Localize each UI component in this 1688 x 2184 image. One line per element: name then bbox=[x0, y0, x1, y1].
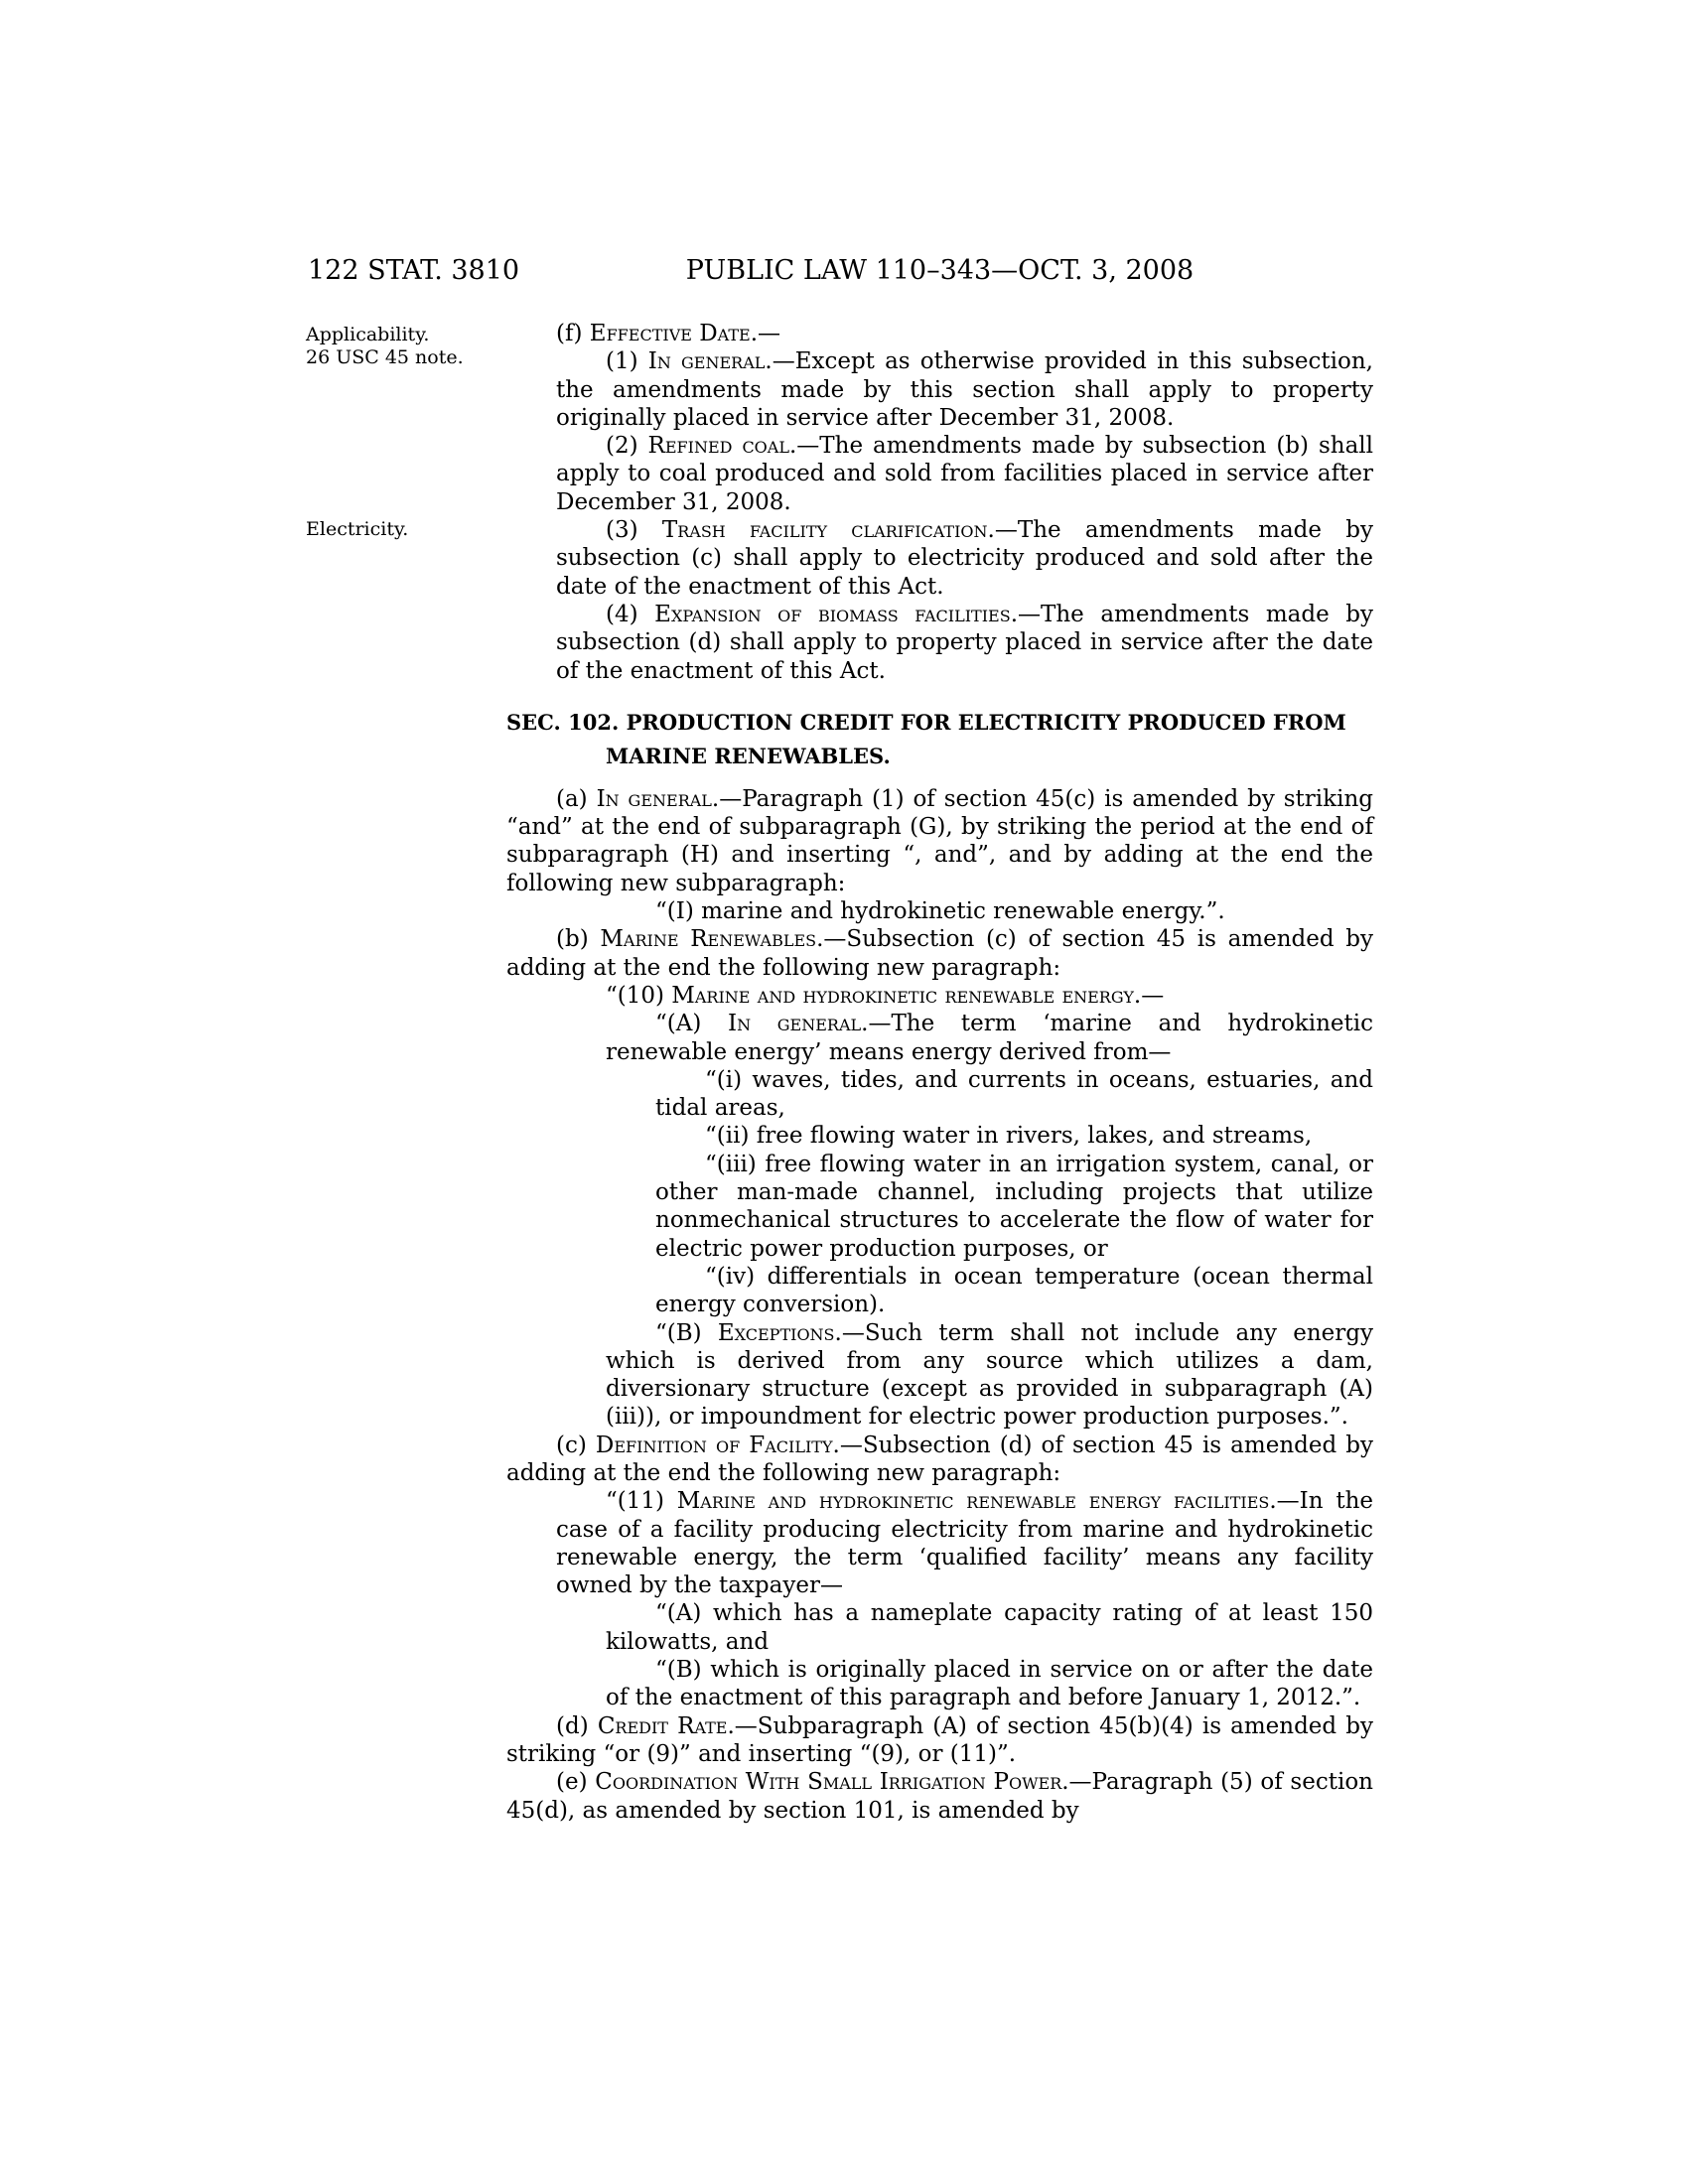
text-run: (f) bbox=[556, 321, 590, 346]
small-caps-term: Trash facility clarification bbox=[661, 517, 988, 544]
statute-paragraph bbox=[506, 897, 1373, 925]
section-heading bbox=[506, 706, 1373, 773]
text-run: (2) bbox=[606, 433, 648, 460]
small-caps-term: Refined coal bbox=[647, 433, 789, 460]
margin-note bbox=[306, 518, 485, 541]
small-caps-term: Coordination With Small Irrigation Power bbox=[595, 1769, 1062, 1796]
text-run: (4) bbox=[606, 601, 655, 627]
statute-paragraph bbox=[506, 516, 1373, 601]
text-run: (e) bbox=[556, 1769, 596, 1796]
law-title: PUBLIC LAW 110–343—OCT. 3, 2008 bbox=[685, 255, 1195, 286]
statute-paragraph bbox=[506, 1151, 1373, 1263]
text-run: (c) bbox=[556, 1432, 596, 1458]
statute-paragraph bbox=[506, 1768, 1373, 1825]
small-caps-term: In general bbox=[728, 1011, 862, 1037]
text-run: .— bbox=[1133, 982, 1165, 1009]
statute-paragraph bbox=[506, 1122, 1373, 1150]
text-run: .—Paragraph (1) of section 45(c) is amended by striking “and” at the end of subparagraph (G), by striking the period at the end of subparagraph (H) and inserting “, and”, and by adding at the end the following new subparagraph: bbox=[506, 785, 1373, 896]
text-run: .—The term ‘marine and hydrokinetic renewable energy’ means energy derived from— bbox=[606, 1011, 1374, 1065]
statute-paragraph bbox=[506, 1712, 1373, 1769]
text-run: .—Subsection (c) of section 45 is amended by adding at the end the following new paragraph: bbox=[506, 926, 1373, 981]
text-run: .—The amendments made by subsection (d) shall apply to property placed in service after the date of the enactment of this Act. bbox=[556, 601, 1374, 684]
statute-paragraph bbox=[506, 1010, 1373, 1066]
statute-paragraph bbox=[506, 1487, 1373, 1599]
text-run: .—The amendments made by subsection (c) shall apply to electricity produced and sold after the date of the enactment of this Act. bbox=[556, 517, 1373, 600]
small-caps-term: Definition of Facility bbox=[595, 1432, 833, 1458]
margin-note-line: 26 USC 45 note. bbox=[306, 346, 464, 368]
text-run: .— bbox=[750, 321, 781, 346]
stat-page-number: 122 STAT. 3810 bbox=[308, 255, 520, 286]
text-run: “(B) bbox=[655, 1319, 718, 1346]
statute-paragraph bbox=[506, 1066, 1373, 1123]
small-caps-term: In general bbox=[596, 785, 712, 812]
text-run: (d) bbox=[556, 1712, 598, 1739]
text-run: “(11) bbox=[606, 1488, 677, 1515]
statute-paragraph bbox=[506, 601, 1373, 685]
text-run: “(A) which has a nameplate capacity rating of at least 150 kilowatts, and bbox=[606, 1600, 1373, 1655]
small-caps-term: Exceptions bbox=[717, 1319, 835, 1346]
statute-paragraph bbox=[506, 1656, 1373, 1712]
text-run: “(iii) free flowing water in an irrigation system, canal, or other man-made channel, including projects that utilize nonmechanical structures to accelerate the flow of water for electric power production purposes, or bbox=[655, 1151, 1373, 1262]
text-run: “(iv) differentials in ocean temperature (ocean thermal energy conversion). bbox=[655, 1263, 1373, 1318]
statute-body bbox=[506, 320, 1373, 1825]
text-run: “(B) which is originally placed in service on or after the date of the enactment of this paragraph and before January 1, 2012.”. bbox=[606, 1657, 1373, 1711]
text-run: SEC. 102. PRODUCTION CREDIT FOR ELECTRICITY PRODUCED FROM MARINE RENEWABLES. bbox=[506, 709, 1346, 768]
text-run: “(A) bbox=[655, 1011, 728, 1037]
small-caps-term: Marine and hydrokinetic renewable energy facilities bbox=[676, 1488, 1270, 1515]
text-run: .—Subparagraph (A) of section 45(b)(4) is amended by striking “or (9)” and inserting “(9), or (11)”. bbox=[506, 1712, 1373, 1767]
text-run: .—Except as otherwise provided in this subsection, the amendments made by this section shall apply to property originally placed in service after December 31, 2008. bbox=[556, 348, 1373, 431]
statute-paragraph bbox=[506, 320, 1373, 347]
text-run: (a) bbox=[556, 785, 597, 812]
small-caps-term: Credit Rate bbox=[597, 1712, 728, 1739]
statute-paragraph bbox=[506, 1319, 1373, 1432]
small-caps-term: Effective Date bbox=[589, 321, 751, 346]
statute-paragraph bbox=[506, 925, 1373, 982]
statute-paragraph bbox=[506, 982, 1373, 1010]
text-run: “(ii) free flowing water in rivers, lakes, and streams, bbox=[705, 1123, 1313, 1150]
text-run: .—The amendments made by subsection (b) shall apply to coal produced and sold from facilities placed in service after December 31, 2008. bbox=[556, 433, 1373, 515]
small-caps-term: Marine Renewables bbox=[600, 926, 817, 953]
text-run: “(10) bbox=[606, 982, 672, 1009]
statute-paragraph bbox=[506, 1263, 1373, 1319]
text-run: .—In the case of a facility producing electricity from marine and hydrokinetic renewable energy, the term ‘qualified facility’ means any facility owned by the taxpayer— bbox=[556, 1488, 1373, 1599]
text-run: “(i) waves, tides, and currents in oceans, estuaries, and tidal areas, bbox=[655, 1066, 1373, 1122]
statute-paragraph bbox=[506, 347, 1373, 432]
margin-note-line: Applicability. bbox=[306, 324, 430, 345]
text-run: (3) bbox=[606, 517, 662, 544]
statute-paragraph bbox=[506, 1432, 1373, 1488]
text-run: (1) bbox=[606, 348, 648, 375]
text-run: .—Paragraph (5) of section 45(d), as amended by section 101, is amended by bbox=[506, 1769, 1373, 1824]
text-run: .—Subsection (d) of section 45 is amended by adding at the end the following new paragraph: bbox=[506, 1432, 1373, 1486]
statute-paragraph bbox=[506, 432, 1373, 516]
text-run: “(I) marine and hydrokinetic renewable energy.”. bbox=[655, 898, 1225, 925]
margin-note bbox=[306, 324, 485, 369]
text-run: .—Such term shall not include any energy which is derived from any source which utilizes a dam, diversionary structure (except as provided in subparagraph (A)(iii)), or impoundment for electric power production purposes.”. bbox=[606, 1319, 1373, 1431]
text-run: (b) bbox=[556, 926, 601, 953]
small-caps-term: In general bbox=[647, 348, 766, 375]
small-caps-term: Expansion of biomass facilities bbox=[654, 601, 1011, 627]
small-caps-term: Marine and hydrokinetic renewable energy bbox=[671, 982, 1134, 1009]
statute-paragraph bbox=[506, 1599, 1373, 1656]
statute-paragraph bbox=[506, 785, 1373, 897]
margin-note-line: Electricity. bbox=[306, 518, 409, 540]
